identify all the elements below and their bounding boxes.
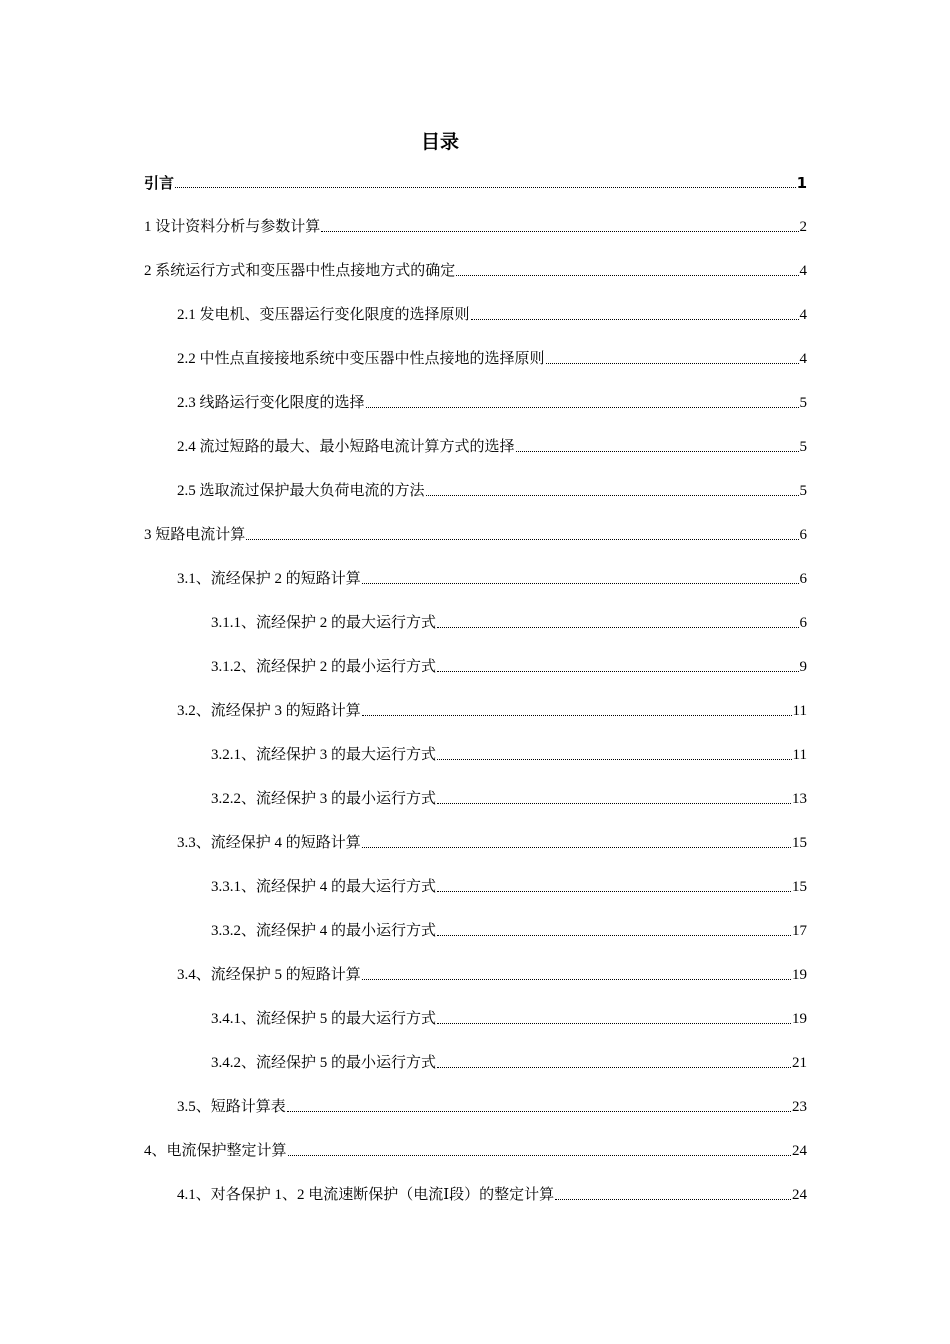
toc-entry[interactable] — [177, 344, 807, 370]
dot-leader — [321, 230, 798, 232]
dot-leader — [555, 1198, 791, 1200]
dot-leader — [426, 494, 799, 496]
dot-leader — [362, 978, 791, 980]
toc-entry-label: 3.1.1、流经保护 2 的最大运行方式 — [211, 615, 437, 631]
dot-leader — [362, 582, 799, 584]
toc-entry-label: 2.3 线路运行变化限度的选择 — [177, 395, 365, 411]
toc-entry-label: 3.2.1、流经保护 3 的最大运行方式 — [211, 747, 437, 763]
toc-entry[interactable] — [177, 696, 807, 722]
toc-entry[interactable] — [144, 168, 807, 194]
toc-entry-label: 2 系统运行方式和变压器中性点接地方式的确定 — [144, 263, 456, 279]
toc-entry-label: 3.3.2、流经保护 4 的最小运行方式 — [211, 923, 437, 939]
toc-entry-label: 3.4.1、流经保护 5 的最大运行方式 — [211, 1011, 437, 1027]
toc-entry-label: 3.3.1、流经保护 4 的最大运行方式 — [211, 879, 437, 895]
dot-leader — [437, 1022, 791, 1024]
toc-entry-label: 3.4.2、流经保护 5 的最小运行方式 — [211, 1055, 437, 1071]
toc-entry[interactable] — [144, 1136, 807, 1162]
toc-entry-page: 9 — [799, 659, 807, 675]
toc-entry[interactable] — [177, 564, 807, 590]
dot-leader — [437, 758, 792, 760]
toc-entry-label: 3 短路电流计算 — [144, 527, 246, 543]
toc-entry-label: 2.4 流过短路的最大、最小短路电流计算方式的选择 — [177, 439, 515, 455]
toc-entry[interactable] — [211, 1048, 807, 1074]
dot-leader — [175, 186, 796, 188]
dot-leader — [437, 670, 798, 672]
toc-entry-label: 3.4、流经保护 5 的短路计算 — [177, 967, 361, 983]
toc-entry[interactable] — [211, 740, 807, 766]
toc-entry-label: 2.2 中性点直接接地系统中变压器中性点接地的选择原则 — [177, 351, 545, 367]
toc-entry[interactable] — [144, 256, 807, 282]
toc-entry[interactable] — [211, 916, 807, 942]
toc-entry[interactable] — [177, 388, 807, 414]
toc-entry[interactable] — [177, 300, 807, 326]
toc-entry-label: 1 设计资料分析与参数计算 — [144, 219, 321, 235]
toc-entry[interactable] — [144, 520, 807, 546]
toc-entry-label: 4、电流保护整定计算 — [144, 1143, 287, 1159]
toc-entry[interactable] — [177, 476, 807, 502]
toc-entry[interactable] — [144, 212, 807, 238]
toc-entry-page: 23 — [792, 1099, 807, 1115]
dot-leader — [437, 890, 791, 892]
toc-entry-label: 4.1、对各保护 1、2 电流速断保护（电流Ⅰ段）的整定计算 — [177, 1187, 555, 1203]
toc-entry-page: 6 — [799, 571, 807, 587]
toc-entry-page: 13 — [792, 791, 807, 807]
toc-entry[interactable] — [177, 432, 807, 458]
dot-leader — [471, 318, 799, 320]
toc-entry-page: 24 — [792, 1187, 807, 1203]
toc-entry-label: 3.2.2、流经保护 3 的最小运行方式 — [211, 791, 437, 807]
toc-entry-page: 4 — [799, 263, 807, 279]
toc-entry-label: 3.1、流经保护 2 的短路计算 — [177, 571, 361, 587]
toc-title: 目录 — [420, 131, 459, 153]
toc-entry-page: 5 — [799, 439, 807, 455]
dot-leader — [362, 714, 792, 716]
toc-entry-page: 5 — [799, 395, 807, 411]
toc-entry-page: 15 — [792, 835, 807, 851]
toc-entry[interactable] — [211, 608, 807, 634]
toc-entry-page: 6 — [799, 527, 807, 543]
toc-entry-page: 4 — [799, 307, 807, 323]
toc-entry-page: 6 — [799, 615, 807, 631]
dot-leader — [437, 1066, 791, 1068]
toc-entry[interactable] — [211, 652, 807, 678]
dot-leader — [437, 802, 791, 804]
toc-entry-page: 1 — [796, 174, 807, 192]
toc-entry-page: 2 — [799, 219, 807, 235]
toc-entry[interactable] — [177, 960, 807, 986]
toc-entry[interactable] — [211, 1004, 807, 1030]
toc-entry-label: 2.1 发电机、变压器运行变化限度的选择原则 — [177, 307, 470, 323]
dot-leader — [546, 362, 799, 364]
toc-entry[interactable] — [177, 828, 807, 854]
toc-entry-label: 3.1.2、流经保护 2 的最小运行方式 — [211, 659, 437, 675]
dot-leader — [456, 274, 798, 276]
toc-entry-page: 11 — [792, 703, 807, 719]
toc-entry-page: 17 — [792, 923, 807, 939]
toc-entry[interactable] — [211, 784, 807, 810]
toc-entry-page: 11 — [792, 747, 807, 763]
toc-entry-label: 3.2、流经保护 3 的短路计算 — [177, 703, 361, 719]
toc-entry[interactable] — [211, 872, 807, 898]
toc-entry-label: 引言 — [144, 174, 175, 192]
dot-leader — [288, 1154, 791, 1156]
dot-leader — [437, 934, 791, 936]
dot-leader — [366, 406, 799, 408]
toc-entry-page: 19 — [792, 1011, 807, 1027]
toc-entry-page: 24 — [792, 1143, 807, 1159]
dot-leader — [362, 846, 791, 848]
toc-entry-page: 5 — [799, 483, 807, 499]
toc-entry-page: 4 — [799, 351, 807, 367]
toc-entry-label: 3.3、流经保护 4 的短路计算 — [177, 835, 361, 851]
toc-entry-label: 3.5、短路计算表 — [177, 1099, 286, 1115]
toc-entry[interactable] — [177, 1180, 807, 1206]
toc-entry-label: 2.5 选取流过保护最大负荷电流的方法 — [177, 483, 425, 499]
dot-leader — [437, 626, 798, 628]
dot-leader — [287, 1110, 791, 1112]
toc-entry-page: 15 — [792, 879, 807, 895]
dot-leader — [246, 538, 798, 540]
dot-leader — [516, 450, 799, 452]
toc-entry-page: 21 — [792, 1055, 807, 1071]
toc-entry[interactable] — [177, 1092, 807, 1118]
toc-entry-page: 19 — [792, 967, 807, 983]
